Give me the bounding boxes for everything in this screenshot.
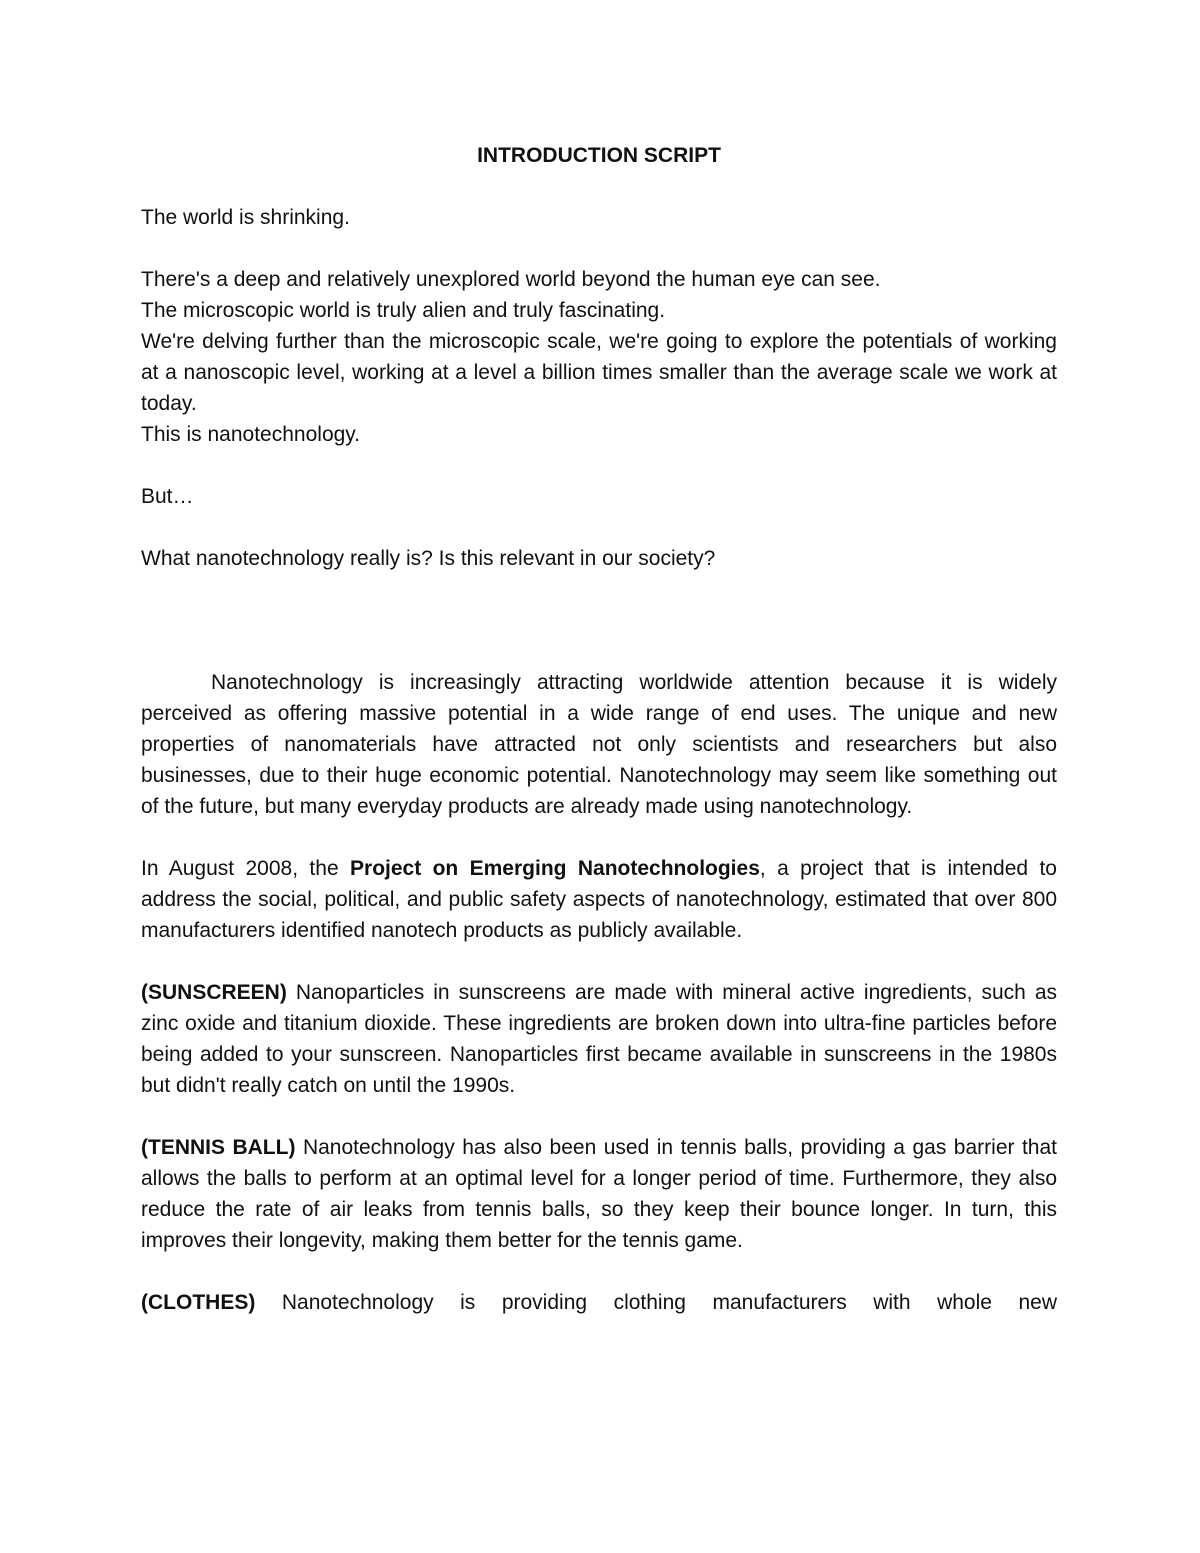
sunscreen-tag: (SUNSCREEN) [141,981,287,1004]
paragraph-attention: Nanotechnology is increasingly attracting worldwide attention because it is widely perceived as offering massive potential in a wide range of end uses. The unique and new properties of nanomaterials have attracted not only scientists and researchers but also businesses, due to their huge economic potential. Nanotechnology may seem like something out of the future, but many everyday products are already made using nanotechnology. [141,671,1057,818]
paragraph-project-before: In August 2008, the [141,857,351,880]
project-name-bold: Project on Emerging Nanotechnologies [350,857,760,880]
line-question: What nanotechnology really is? Is this relevant in our society? [141,547,716,570]
paragraph-tennis-ball [141,1132,1057,1256]
paragraph-project [141,853,1057,946]
intro-line: There's a deep and relatively unexplored world beyond the human eye can see. [141,268,881,291]
clothes-text: Nanotechnology is providing clothing manufacturers with whole new [255,1291,1057,1314]
sunscreen-text: Nanoparticles in sunscreens are made with mineral active ingredients, such as zinc oxide and titanium dioxide. These ingredients are broken down into ultra-fine particles before being added to your sunscreen. Nanoparticles first became available in sunscreens in the 1980s but didn't really catch on until the 1990s. [141,981,1057,1097]
paragraph-sunscreen [141,977,1057,1101]
intro-line: This is nanotechnology. [141,423,361,446]
line-world-shrinking: The world is shrinking. [141,206,350,229]
document-title: INTRODUCTION SCRIPT [477,144,721,167]
paragraph-project-after: , a project that is intended to address the social, political, and public safety aspects of nanotechnology, estimated that over 800 manufacturers identified nanotech products as publicly available. [141,857,1057,942]
line-but: But… [141,485,194,508]
tennis-ball-tag: (TENNIS BALL) [141,1136,296,1159]
clothes-tag: (CLOTHES) [141,1291,256,1314]
tennis-ball-text: Nanotechnology has also been used in tennis balls, providing a gas barrier that allows the balls to perform at an optimal level for a longer period of time. Furthermore, they also reduce the rate of air leaks from tennis balls, so they keep their bounce longer. In turn, this improves their longevity, making them better for the tennis game. [141,1136,1057,1252]
paragraph-clothes [141,1287,1057,1318]
document-page [141,140,1057,1318]
intro-line: We're delving further than the microscopic scale, we're going to explore the potentials of working at a nanoscopic level, working at a level a billion times smaller than the average scale we work at today. [141,330,1057,415]
intro-line: The microscopic world is truly alien and truly fascinating. [141,299,666,322]
